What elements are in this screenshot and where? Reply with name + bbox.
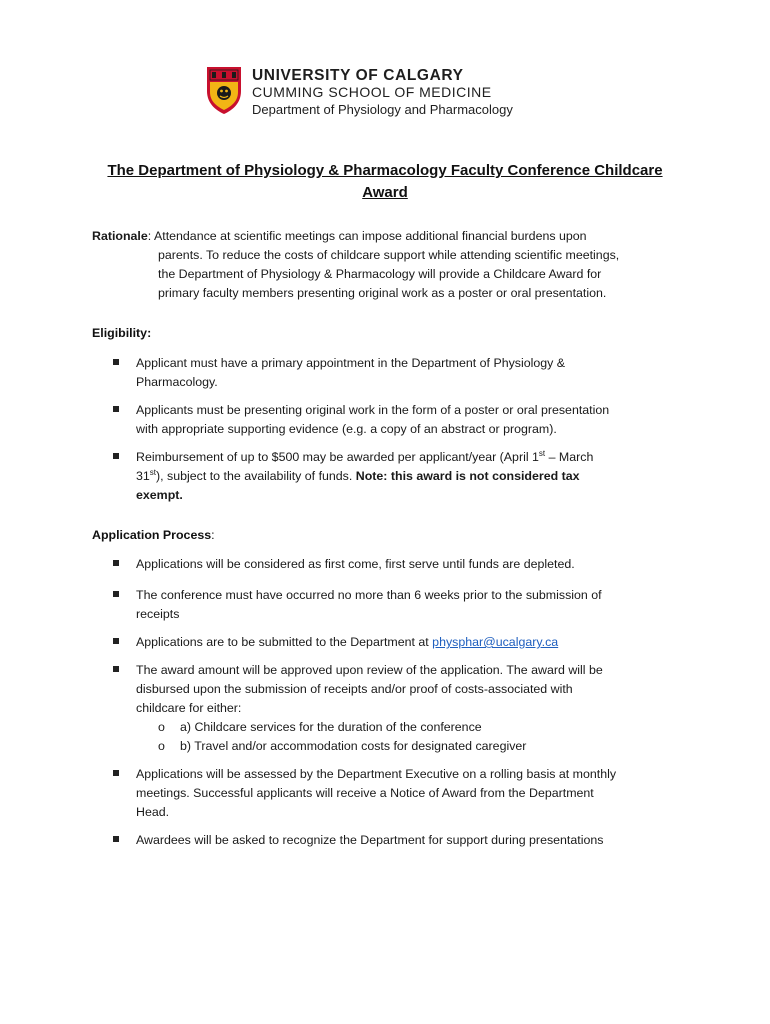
rationale-line-4: primary faculty members presenting original work as a poster or oral presentation. (158, 286, 607, 300)
bullet-icon (113, 453, 119, 459)
bullet-icon (113, 836, 119, 842)
application-item-4-line-2: disbursed upon the submission of receipts and/or proof of costs-associated with (136, 682, 573, 696)
application-item-5-line-3: Head. (136, 805, 170, 819)
eligibility-heading: Eligibility: (92, 326, 152, 340)
tax-note: Note: this award is not considered tax (355, 469, 580, 483)
application-heading-text: Application Process (92, 528, 212, 542)
rationale-line-2: parents. To reduce the costs of childcare support while attending scientific meetings, (158, 248, 620, 262)
eligibility-list (92, 354, 682, 505)
eligibility-item-1-line-1: Applicant must have a primary appointment in the Department of Physiology & (136, 356, 566, 370)
sub-list-item (136, 737, 682, 756)
eligibility-item-3-line-3: exempt. (136, 488, 183, 502)
application-item-3 (136, 633, 682, 652)
title-line-2: Award (362, 184, 408, 201)
university-crest-icon (205, 65, 243, 115)
eligibility-item-2-line-1: Applicants must be presenting original work in the form of a poster or oral presentation (136, 403, 610, 417)
bullet-icon (113, 666, 119, 672)
list-item (92, 765, 682, 822)
reimbursement-text-2: – March (545, 450, 594, 464)
bullet-icon (113, 359, 119, 365)
list-item (92, 448, 682, 505)
sub-item-travel: b) Travel and/or accommodation costs for designated caregiver (180, 739, 527, 753)
list-item (92, 586, 682, 624)
reimbursement-date: 31 (136, 469, 150, 483)
circle-bullet-icon: o (158, 739, 165, 753)
list-item (92, 661, 682, 756)
university-name: UNIVERSITY OF CALGARY (252, 67, 464, 84)
bullet-icon (113, 770, 119, 776)
application-heading-colon: : (211, 528, 215, 542)
bullet-icon (113, 406, 119, 412)
superscript: st (149, 467, 157, 477)
rationale-label: Rationale (92, 229, 148, 243)
university-logo (205, 63, 585, 125)
reimbursement-text: Reimbursement of up to $500 may be awarded per applicant/year (April 1 (136, 450, 539, 464)
bullet-icon (113, 638, 119, 644)
eligibility-item-3-line-2 (136, 467, 682, 486)
bullet-icon (113, 560, 119, 566)
application-heading (92, 528, 215, 542)
email-link[interactable]: physphar@ucalgary.ca (432, 635, 559, 649)
application-item-1: Applications will be considered as first come, first serve until funds are depleted. (136, 557, 575, 571)
application-item-2-line-1: The conference must have occurred no more than 6 weeks prior to the submission of (136, 588, 602, 602)
bullet-icon (113, 591, 119, 597)
submission-text: Applications are to be submitted to the Department at (136, 635, 433, 649)
application-item-2-line-2: receipts (136, 607, 180, 621)
school-name: CUMMING SCHOOL OF MEDICINE (252, 84, 492, 100)
caregiver-options-list (136, 718, 682, 756)
sub-item-childcare: a) Childcare services for the duration of the conference (180, 720, 482, 734)
eligibility-item-3-line-1 (136, 448, 682, 467)
application-item-5-line-1: Applications will be assessed by the Department Executive on a rolling basis at monthly (136, 767, 617, 781)
title-line-1: The Department of Physiology & Pharmacology Faculty Conference Childcare (107, 162, 663, 179)
department-name: Department of Physiology and Pharmacology (252, 102, 513, 117)
logo-text (252, 67, 513, 118)
list-item (92, 401, 682, 439)
application-item-4-line-1: The award amount will be approved upon review of the application. The award will be (136, 663, 603, 677)
application-list (92, 555, 682, 850)
rationale-line-3: the Department of Physiology & Pharmacology will provide a Childcare Award for (158, 267, 602, 281)
reimbursement-text-3: ), subject to the availability of funds. (156, 469, 356, 483)
application-item-6: Awardees will be asked to recognize the Department for support during presentations (136, 833, 604, 847)
eligibility-item-2-line-2: with appropriate supporting evidence (e.g. a copy of an abstract or program). (136, 422, 557, 436)
sub-list-item (136, 718, 682, 737)
list-item (92, 354, 682, 392)
list-item (92, 555, 682, 574)
rationale-paragraph (92, 227, 682, 303)
application-item-4-line-3: childcare for either: (136, 701, 242, 715)
rationale-line-1: : Attendance at scientific meetings can impose additional financial burdens upon (147, 229, 587, 243)
application-item-5-line-2: meetings. Successful applicants will receive a Notice of Award from the Department (136, 786, 594, 800)
list-item (92, 831, 682, 850)
superscript: st (538, 448, 546, 458)
eligibility-item-1-line-2: Pharmacology. (136, 375, 218, 389)
page-title (90, 160, 680, 204)
list-item (92, 633, 682, 652)
circle-bullet-icon: o (158, 720, 165, 734)
